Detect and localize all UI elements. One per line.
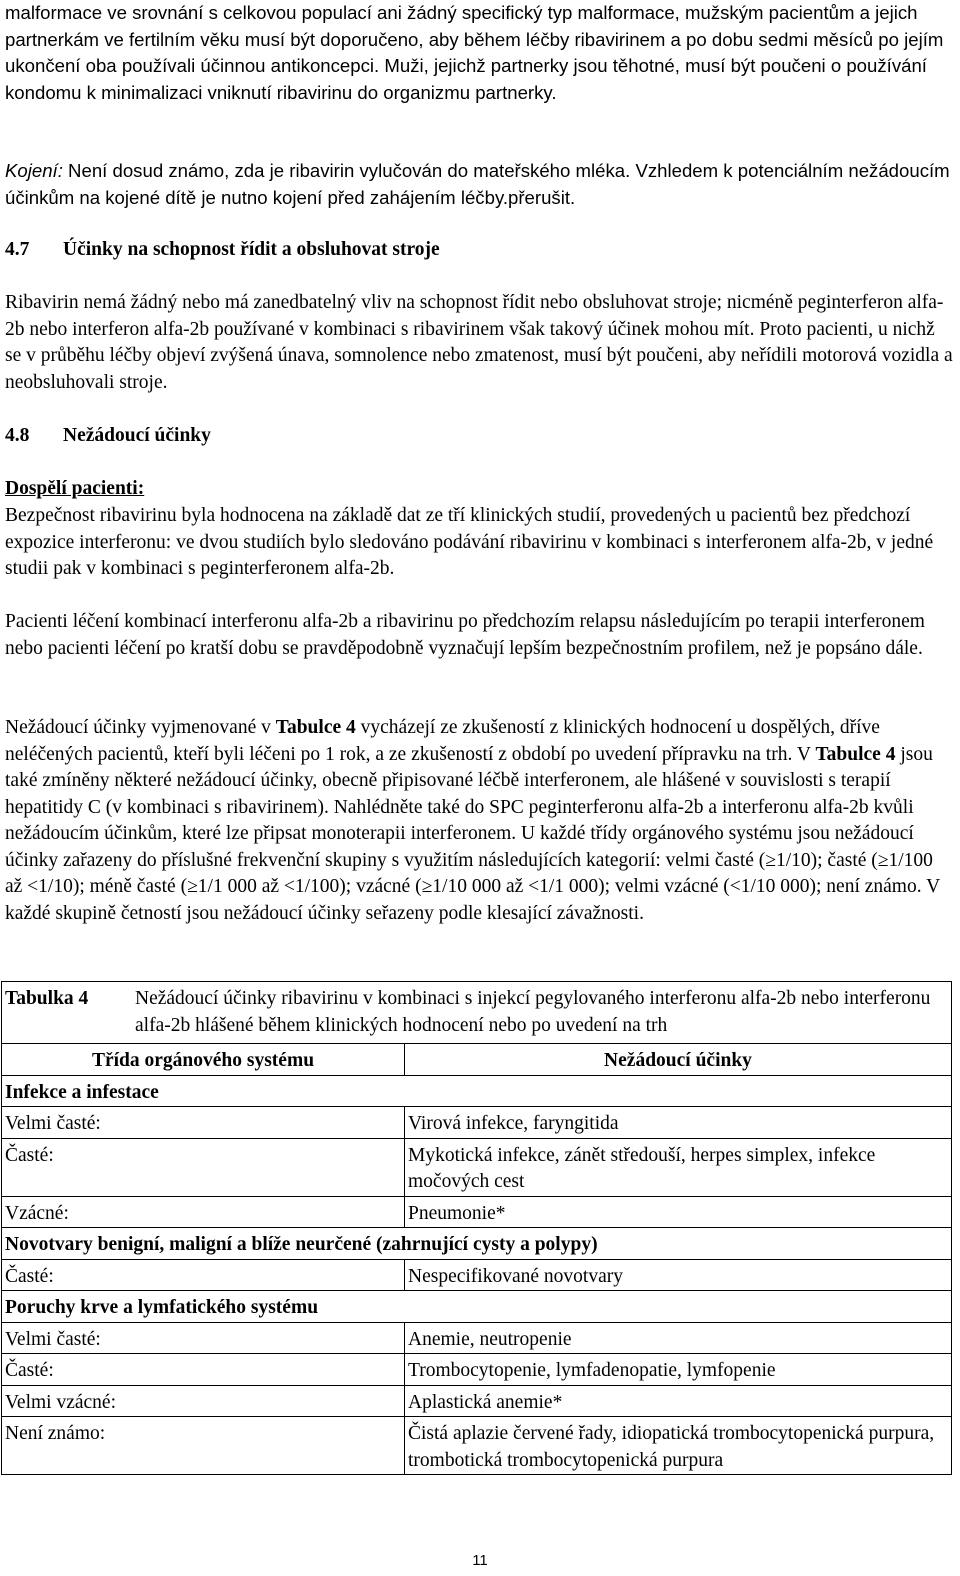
table-row bbox=[2, 1322, 952, 1354]
table-row bbox=[2, 1107, 952, 1139]
effects-cell: Pneumonie* bbox=[405, 1196, 952, 1228]
table-caption-row bbox=[2, 982, 952, 1044]
adverse-effects-table bbox=[1, 981, 952, 1475]
table-section-row bbox=[2, 1075, 952, 1107]
organ-class-title: Poruchy krve a lymfatického systému bbox=[2, 1291, 952, 1323]
table-header-row bbox=[2, 1044, 952, 1076]
table-row bbox=[2, 1385, 952, 1417]
relapse-paragraph: Pacienti léčení kombinací interferonu alfa-2b a ribavirinu po předchozím relapsu následujícím po terapii interferonem nebo pacienti léčení po kratší dobu se pravděpodobně vyznačují lepším bezpečnostním profilem, než je popsáno dále. bbox=[5, 611, 925, 659]
table-reference: Tabulce 4 bbox=[275, 717, 356, 738]
breastfeeding-label: Kojení: bbox=[5, 160, 63, 181]
effects-cell: Čistá aplazie červené řady, idiopatická trombocytopenická purpura, trombotická trombocytopenická purpura bbox=[405, 1417, 952, 1475]
driving-paragraph: Ribavirin nemá žádný nebo má zanedbatelný vliv na schopnost řídit nebo obsluhovat stroje; nicméně peginterferon alfa-2b nebo interferon alfa-2b používané v kombinaci s ribavirinem však takový účinek mohou mít. Proto pacienti, u nichž se v průběhu léčby objeví zvýšená únava, somnolence nebo zmatenost, musí být poučeni, aby neřídili motorová vozidla a neobsluhovali stroje. bbox=[5, 292, 953, 393]
table-section-row bbox=[2, 1228, 952, 1260]
text-span: Nežádoucí účinky vyjmenované v bbox=[5, 717, 276, 738]
column-header-adverse-effects: Nežádoucí účinky bbox=[405, 1044, 952, 1076]
text-span: jsou také zmíněny některé nežádoucí účinky, obecně připisované léčbě interferonem, ale hlášené v souvislosti s terapií hepatitidy C (v kombinaci s ribavirinem). Nahlédněte také do SPC peginterferonu alfa-2b a interferonu alfa-2b kvůli nežádoucím účinkům, které lze připsat monoterapii interferonem. U každé třídy orgánového systému jsou nežádoucí účinky zařazeny do příslušné frekvenční skupiny s využitím následujících kategorií: velmi časté (≥1/10); časté (≥1/100 až <1/10); méně časté (≥1/1 000 až <1/100); vzácné (≥1/10 000 až <1/1 000); velmi vzácné (<1/10 000); není známo. V každé skupině četností jsou nežádoucí účinky seřazeny podle klesající závažnosti. bbox=[5, 743, 940, 924]
effects-cell: Aplastická anemie* bbox=[405, 1385, 952, 1417]
section-title: Nežádoucí účinky bbox=[63, 425, 211, 446]
table-row bbox=[2, 1196, 952, 1228]
frequency-cell: Časté: bbox=[2, 1354, 405, 1386]
table-row bbox=[2, 1138, 952, 1196]
effects-cell: Virová infekce, faryngitida bbox=[405, 1107, 952, 1139]
text-span: vycházejí ze zkušeností z klinických hodnocení u dospělých, dříve neléčených pacientů, kteří byli léčeni po 1 rok, a ze zkušeností z období po uvedení přípravku na trh. V bbox=[5, 717, 880, 765]
effects-cell: Nespecifikované novotvary bbox=[405, 1259, 952, 1291]
adult-patients-heading: Dospělí pacienti: bbox=[5, 478, 145, 499]
table-caption-text: Nežádoucí účinky ribavirinu v kombinaci s injekcí pegylovaného interferonu alfa-2b nebo interferonu alfa-2b hlášené během klinických hodnocení nebo po uvedení na trh bbox=[135, 988, 931, 1036]
section-title: Účinky na schopnost řídit a obsluhovat stroje bbox=[63, 239, 440, 260]
table-section-row bbox=[2, 1291, 952, 1323]
frequency-cell: Velmi časté: bbox=[2, 1107, 405, 1139]
section-4-7-heading bbox=[5, 237, 440, 264]
effects-cell: Trombocytopenie, lymfadenopatie, lymfopenie bbox=[405, 1354, 952, 1386]
table-reference: Tabulce 4 bbox=[815, 743, 896, 765]
frequency-cell: Vzácné: bbox=[2, 1196, 405, 1228]
organ-class-title: Novotvary benigní, maligní a blíže neurčené (zahrnující cysty a polypy) bbox=[2, 1228, 952, 1260]
frequency-cell: Není známo: bbox=[2, 1417, 405, 1475]
breastfeeding-paragraph bbox=[5, 158, 953, 211]
frequency-cell: Velmi časté: bbox=[2, 1322, 405, 1354]
table-row bbox=[2, 1417, 952, 1475]
page-number: 11 bbox=[472, 1552, 488, 1569]
frequency-cell: Časté: bbox=[2, 1259, 405, 1291]
table-row bbox=[2, 1354, 952, 1386]
table-caption-label: Tabulka 4 bbox=[5, 988, 89, 1009]
effects-cell: Mykotická infekce, zánět středouší, herpes simplex, infekce močových cest bbox=[405, 1138, 952, 1196]
frequency-cell: Velmi vzácné: bbox=[2, 1385, 405, 1417]
section-number: 4.7 bbox=[5, 239, 30, 260]
section-4-8-heading bbox=[5, 423, 211, 450]
intro-paragraph: malformace ve srovnání s celkovou populací ani žádný specifický typ malformace, mužským pacientům a jejich partnerkám ve fertilním věku musí být doporučeno, aby během léčby ribavirinem a po dobu sedmi měsíců po jejím ukončení oba používali účinnou antikoncepci. Muži, jejichž partnerky jsou těhotné, musí být poučeni o používání kondomu k minimalizaci vniknutí ribavirinu do organizmu partnerky. bbox=[5, 2, 944, 103]
effects-cell: Anemie, neutropenie bbox=[405, 1322, 952, 1354]
section-number: 4.8 bbox=[5, 425, 30, 446]
safety-paragraph: Bezpečnost ribavirinu byla hodnocena na základě dat ze tří klinických studií, provedených u pacientů bez předchozí expozice interferonu: ve dvou studiích bylo sledováno podávání ribavirinu v kombinaci s interferonem alfa-2b, v jedné studii pak v kombinaci s peginterferonem alfa-2b. bbox=[5, 505, 934, 579]
organ-class-title: Infekce a infestace bbox=[2, 1075, 952, 1107]
table-intro-paragraph bbox=[5, 715, 953, 927]
frequency-cell: Časté: bbox=[2, 1138, 405, 1196]
breastfeeding-text: Není dosud známo, zda je ribavirin vylučován do mateřského mléka. Vzhledem k potenciálním nežádoucím účinkům na kojené dítě je nutno kojení před zahájením léčby.přerušit. bbox=[5, 160, 950, 208]
column-header-organ-class: Třída orgánového systému bbox=[2, 1044, 405, 1076]
table-row bbox=[2, 1259, 952, 1291]
